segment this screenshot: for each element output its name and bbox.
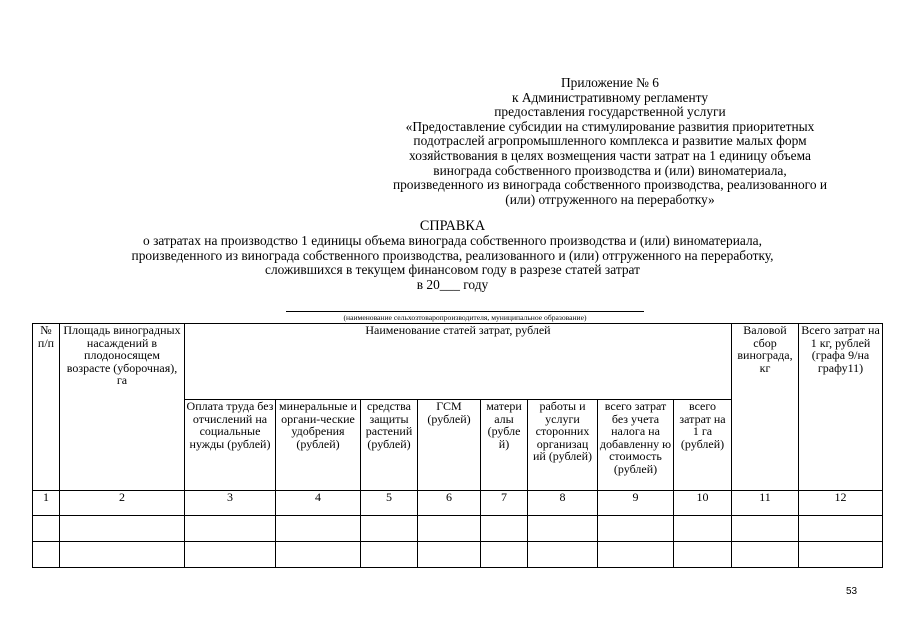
table-row	[33, 542, 883, 568]
producer-name-line	[286, 311, 644, 312]
table-cell[interactable]	[33, 542, 60, 568]
header-total-per-hectare: всего затрат на 1 га (рублей)	[674, 400, 732, 491]
cost-table	[32, 323, 883, 568]
appendix-line: к Административному регламенту	[511, 89, 709, 105]
column-number: 7	[481, 491, 528, 516]
column-number: 4	[276, 491, 361, 516]
table-cell[interactable]	[185, 516, 276, 542]
table-row	[33, 516, 883, 542]
column-number: 6	[418, 491, 481, 516]
table-cell[interactable]	[361, 542, 418, 568]
table-cell[interactable]	[799, 542, 883, 568]
table-cell[interactable]	[674, 542, 732, 568]
subtitle-line: в 20___ году	[416, 276, 489, 292]
header-row-number: № п/п	[33, 324, 60, 491]
table-cell[interactable]	[528, 542, 598, 568]
appendix-line: произведенного из винограда собственного производства, реализованного и	[392, 177, 828, 193]
header-vineyard-area: Площадь виноградных насаждений в плодоносящем возрасте (уборочная), га	[60, 324, 185, 491]
column-number: 9	[598, 491, 674, 516]
table-cell[interactable]	[674, 516, 732, 542]
subtitle-line: сложившихся в текущем финансовом году в разрезе статей затрат	[265, 262, 640, 278]
table-cell[interactable]	[33, 516, 60, 542]
header-fertilizers: минеральные и органи-ческие удобрения (рублей)	[276, 400, 361, 491]
table-cell[interactable]	[418, 516, 481, 542]
table-cell[interactable]	[60, 542, 185, 568]
header-plant-protection: средства защиты растений (рублей)	[361, 400, 418, 491]
header-cost-items: Наименование статей затрат, рублей	[185, 324, 732, 400]
producer-name-caption: (наименование сельхозтоваропроизводителя, муниципальное образование)	[343, 313, 587, 322]
header-total-without-vat: всего затрат без учета налога на добавленну ю стоимость (рублей)	[598, 400, 674, 491]
table-cell[interactable]	[732, 542, 799, 568]
appendix-line: подотраслей агропромышленного комплекса и развитие малых форм	[413, 133, 807, 149]
table-cell[interactable]	[276, 516, 361, 542]
subtitle-line: произведенного из винограда собственного производства, реализованного и (или) отгруженного на переработку,	[131, 247, 774, 263]
table-cell[interactable]	[732, 516, 799, 542]
table-cell[interactable]	[799, 516, 883, 542]
table-cell[interactable]	[60, 516, 185, 542]
table-cell[interactable]	[361, 516, 418, 542]
column-number: 12	[799, 491, 883, 516]
appendix-line: (или) отгруженного на переработку»	[505, 191, 715, 207]
header-gross-harvest: Валовой сбор винограда, кг	[732, 324, 799, 491]
table-cell[interactable]	[185, 542, 276, 568]
header-cost-per-kg: Всего затрат на 1 кг, рублей (графа 9/на графу11)	[799, 324, 883, 491]
table-cell[interactable]	[276, 542, 361, 568]
document-title: СПРАВКА	[419, 218, 486, 234]
appendix-line: предоставления государственной услуги	[494, 104, 726, 120]
subtitle-line: о затратах на производство 1 единицы объема винограда собственного производства и (или) виноматериала,	[143, 233, 762, 248]
table-cell[interactable]	[598, 516, 674, 542]
table-cell[interactable]	[528, 516, 598, 542]
appendix-header	[360, 76, 860, 207]
column-number: 3	[185, 491, 276, 516]
column-number: 1	[33, 491, 60, 516]
header-materials: матери алы (рубле й)	[481, 400, 528, 491]
column-number: 11	[732, 491, 799, 516]
header-third-party-services: работы и услуги сторонних организац ий (рублей)	[528, 400, 598, 491]
table-cell[interactable]	[598, 542, 674, 568]
header-labor-cost: Оплата труда без отчислений на социальные нужды (рублей)	[185, 400, 276, 491]
document-subtitle	[0, 234, 905, 292]
column-number: 2	[60, 491, 185, 516]
table-cell[interactable]	[481, 542, 528, 568]
appendix-line: винограда собственного производства и (или) виноматериала,	[433, 162, 787, 178]
appendix-line: хозяйствования в целях возмещения части затрат на 1 единицу объема	[409, 147, 811, 163]
page-number: 53	[846, 586, 858, 597]
table-cell[interactable]	[481, 516, 528, 542]
column-number: 8	[528, 491, 598, 516]
table-cell[interactable]	[418, 542, 481, 568]
appendix-line: Приложение № 6	[560, 75, 660, 90]
header-fuel: ГСМ (рублей)	[418, 400, 481, 491]
appendix-line: «Предоставление субсидии на стимулирование развития приоритетных	[405, 118, 815, 134]
column-number: 5	[361, 491, 418, 516]
column-number: 10	[674, 491, 732, 516]
